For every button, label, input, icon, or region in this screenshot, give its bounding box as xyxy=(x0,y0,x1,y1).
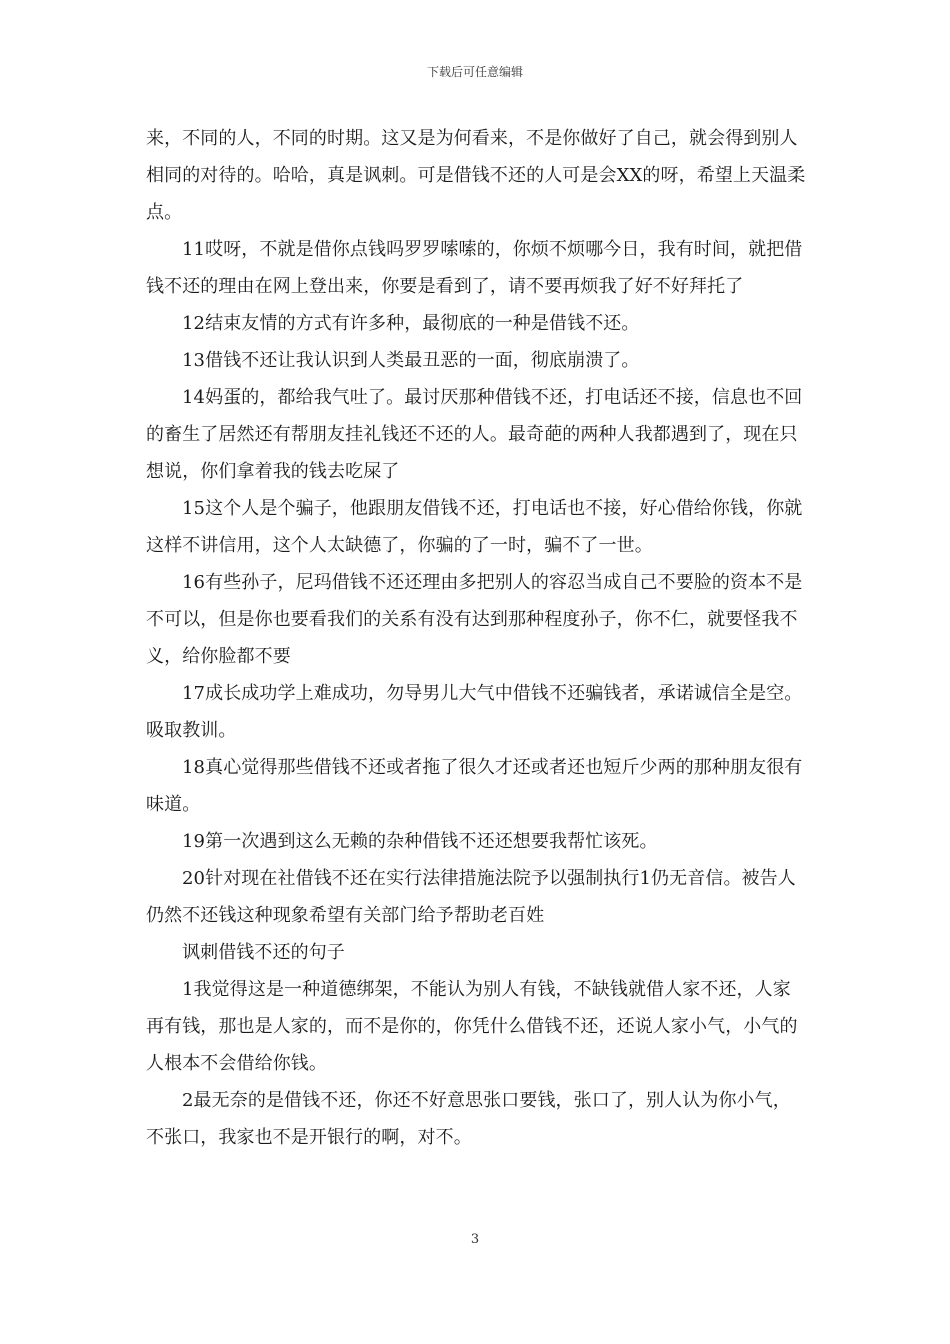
paragraph-item-18: 18真心觉得那些借钱不还或者拖了很久才还或者还也短斤少两的那种朋友很有味道。 xyxy=(146,757,803,815)
page-number: 3 xyxy=(470,1232,480,1247)
paragraph-item-12: 12结束友情的方式有许多种，最彻底的一种是借钱不还。 xyxy=(182,313,640,334)
paragraph-item-14: 14妈蛋的，都给我气吐了。最讨厌那种借钱不还，打电话还不接，信息也不回的畜生了居然还有帮朋友挂礼钱还不还的人。最奇葩的两种人我都遇到了，现在只想说，你们拿着我的钱去吃屎了 xyxy=(146,387,803,482)
paragraph-item-2: 2最无奈的是借钱不还，你还不好意思张口要钱，张口了，别人认为你小气，不张口，我家也不是开银行的啊，对不。 xyxy=(146,1090,791,1148)
document-body xyxy=(146,120,808,1156)
paragraph-continuation: 来，不同的人，不同的时期。这又是为何看来，不是你做好了自己，就会得到别人相同的对待的。哈哈，真是讽刺。可是借钱不还的人可是会XX的呀，希望上天温柔点。 xyxy=(146,128,806,223)
paragraph-item-16: 16有些孙子，尼玛借钱不还还理由多把别人的容忍当成自己不要脸的资本不是不可以，但是你也要看我们的关系有没有达到那种程度孙子，你不仁，就要怪我不义，给你脸都不要 xyxy=(146,572,803,667)
page-header: 下载后可任意编辑 xyxy=(426,65,523,79)
paragraph-item-17: 17成长成功学上难成功，勿导男儿大气中借钱不还骗钱者，承诺诚信全是空。吸取教训。 xyxy=(146,683,803,741)
paragraph-item-19: 19第一次遇到这么无赖的杂种借钱不还还想要我帮忙该死。 xyxy=(182,831,658,852)
paragraph-item-13: 13借钱不还让我认识到人类最丑恶的一面，彻底崩溃了。 xyxy=(182,350,640,371)
paragraph-item-15: 15这个人是个骗子，他跟朋友借钱不还，打电话也不接，好心借给你钱，你就这样不讲信用，这个人太缺德了，你骗的了一时，骗不了一世。 xyxy=(146,498,803,556)
paragraph-item-20: 20针对现在社借钱不还在实行法律措施法院予以强制执行1仍无音信。被告人仍然不还钱这种现象希望有关部门给予帮助老百姓 xyxy=(146,868,796,926)
paragraph-item-1: 1我觉得这是一种道德绑架，不能认为别人有钱，不缺钱就借人家不还，人家再有钱，那也是人家的，而不是你的，你凭什么借钱不还，还说人家小气，小气的人根本不会借给你钱。 xyxy=(146,979,798,1074)
paragraph-item-11: 11哎呀，不就是借你点钱吗罗罗嗦嗦的，你烦不烦哪今日，我有时间，就把借钱不还的理由在网上登出来，你要是看到了，请不要再烦我了好不好拜托了 xyxy=(146,239,803,297)
section-heading: 讽刺借钱不还的句子 xyxy=(182,942,345,963)
